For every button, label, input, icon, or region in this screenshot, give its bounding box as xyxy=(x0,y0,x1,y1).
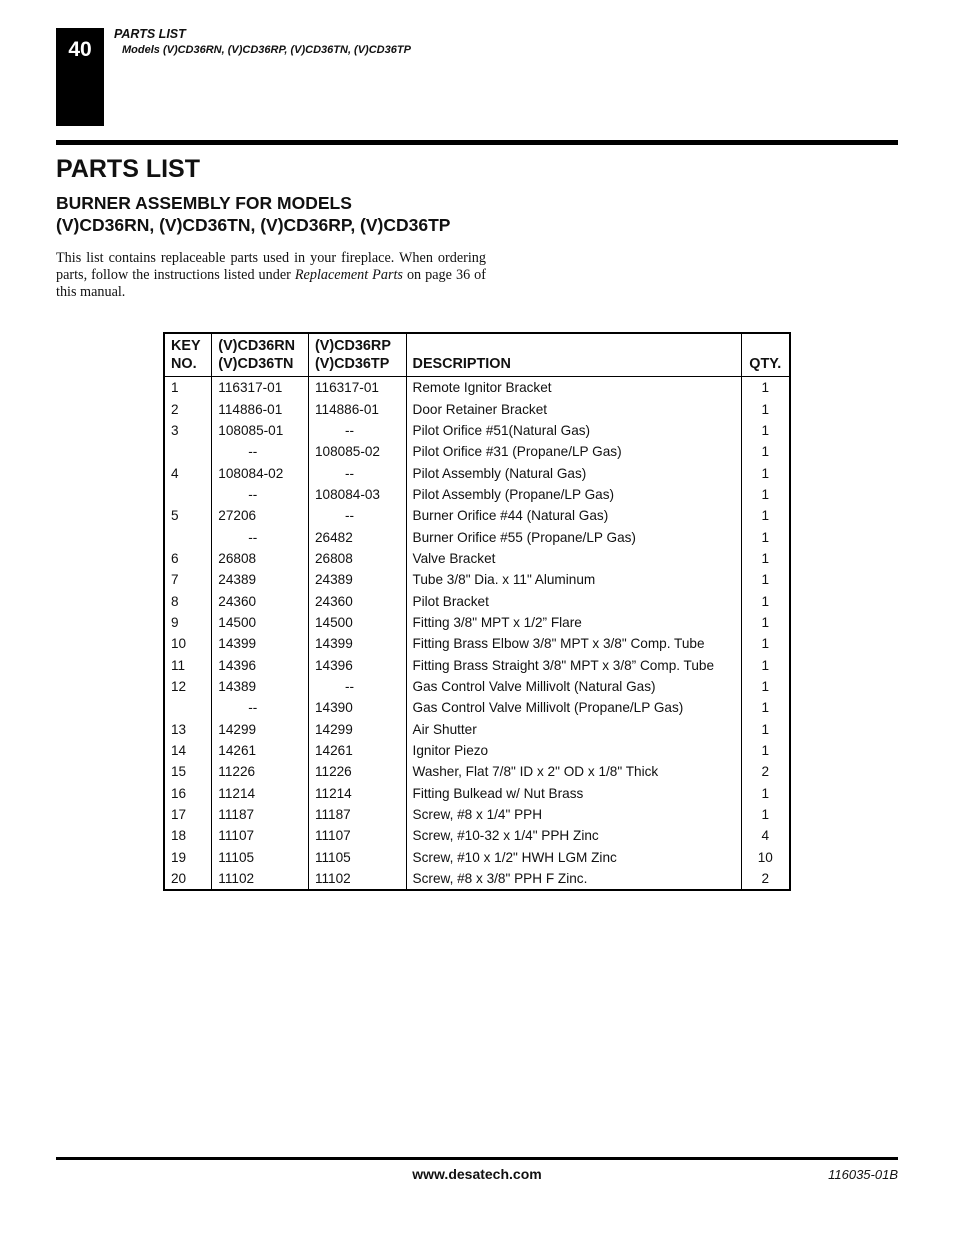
cell-key-no: 20 xyxy=(164,868,212,890)
table-row xyxy=(164,505,790,526)
header-rn-line2: (V)CD36TN xyxy=(218,356,294,372)
footer-website: www.desatech.com xyxy=(412,1166,542,1182)
cell-key-no: 1 xyxy=(164,377,212,399)
table-row xyxy=(164,398,790,419)
cell-rp-part-number: 11102 xyxy=(308,868,406,890)
table-row xyxy=(164,633,790,654)
cell-qty: 1 xyxy=(741,569,790,590)
running-header-section: PARTS LIST xyxy=(114,27,186,41)
cell-key-no: 8 xyxy=(164,590,212,611)
cell-description: Pilot Orifice #31 (Propane/LP Gas) xyxy=(406,441,741,462)
cell-qty: 2 xyxy=(741,761,790,782)
cell-key-no: 3 xyxy=(164,420,212,441)
cell-qty: 1 xyxy=(741,398,790,419)
cell-rn-part-number: 11102 xyxy=(212,868,309,890)
cell-description: Door Retainer Bracket xyxy=(406,398,741,419)
table-row xyxy=(164,719,790,740)
cell-rn-part-number: 114886-01 xyxy=(212,398,309,419)
cell-qty: 1 xyxy=(741,654,790,675)
cell-description: Fitting Bulkead w/ Nut Brass xyxy=(406,783,741,804)
cell-rp-part-number: 108085-02 xyxy=(308,441,406,462)
cell-qty: 1 xyxy=(741,697,790,718)
parts-table-header xyxy=(164,333,790,377)
cell-rp-part-number: 116317-01 xyxy=(308,377,406,399)
cell-rn-part-number: -- xyxy=(212,441,309,462)
cell-rn-part-number: -- xyxy=(212,526,309,547)
table-row xyxy=(164,441,790,462)
section-heading xyxy=(56,192,450,236)
cell-rn-part-number: 11107 xyxy=(212,825,309,846)
cell-description: Screw, #8 x 3/8" PPH F Zinc. xyxy=(406,868,741,890)
cell-qty: 1 xyxy=(741,740,790,761)
cell-rn-part-number: 24389 xyxy=(212,569,309,590)
cell-description: Valve Bracket xyxy=(406,548,741,569)
cell-description: Pilot Bracket xyxy=(406,590,741,611)
header-divider xyxy=(56,140,898,145)
cell-rn-part-number: -- xyxy=(212,484,309,505)
cell-rn-part-number: 26808 xyxy=(212,548,309,569)
cell-rp-part-number: 14261 xyxy=(308,740,406,761)
cell-qty: 4 xyxy=(741,825,790,846)
cell-description: Fitting 3/8" MPT x 1/2” Flare xyxy=(406,612,741,633)
cell-key-no: 2 xyxy=(164,398,212,419)
cell-rn-part-number: 14389 xyxy=(212,676,309,697)
cell-rp-part-number: 108084-03 xyxy=(308,484,406,505)
cell-rp-part-number: 26808 xyxy=(308,548,406,569)
cell-description: Gas Control Valve Millivolt (Natural Gas) xyxy=(406,676,741,697)
header-key-no xyxy=(164,333,212,377)
footer-divider xyxy=(56,1157,898,1160)
table-row xyxy=(164,697,790,718)
cell-description: Air Shutter xyxy=(406,719,741,740)
cell-key-no: 14 xyxy=(164,740,212,761)
cell-description: Pilot Orifice #51(Natural Gas) xyxy=(406,420,741,441)
intro-text: This list contains replaceable parts used in your fireplace. When ordering parts, follow the instructions listed under xyxy=(56,250,486,283)
cell-rp-part-number: 26482 xyxy=(308,526,406,547)
table-row xyxy=(164,847,790,868)
cell-description: Gas Control Valve Millivolt (Propane/LP Gas) xyxy=(406,697,741,718)
cell-key-no: 18 xyxy=(164,825,212,846)
cell-rp-part-number: -- xyxy=(308,505,406,526)
header-rp-tp xyxy=(308,333,406,377)
table-row xyxy=(164,783,790,804)
cell-qty: 1 xyxy=(741,484,790,505)
cell-key-no: 5 xyxy=(164,505,212,526)
cell-rn-part-number: 11187 xyxy=(212,804,309,825)
cell-rn-part-number: 14299 xyxy=(212,719,309,740)
cell-rn-part-number: 11105 xyxy=(212,847,309,868)
cell-key-no: 17 xyxy=(164,804,212,825)
cell-qty: 1 xyxy=(741,783,790,804)
cell-rp-part-number: 14390 xyxy=(308,697,406,718)
cell-qty: 2 xyxy=(741,868,790,890)
cell-key-no: 7 xyxy=(164,569,212,590)
cell-rn-part-number: 116317-01 xyxy=(212,377,309,399)
parts-table xyxy=(163,332,791,891)
cell-key-no xyxy=(164,441,212,462)
cell-qty: 1 xyxy=(741,462,790,483)
section-heading-line2: (V)CD36RN, (V)CD36TN, (V)CD36RP, (V)CD36TP xyxy=(56,215,451,235)
cell-description: Fitting Brass Straight 3/8" MPT x 3/8” Comp. Tube xyxy=(406,654,741,675)
cell-key-no: 6 xyxy=(164,548,212,569)
table-row xyxy=(164,377,790,399)
cell-description: Ignitor Piezo xyxy=(406,740,741,761)
table-row xyxy=(164,761,790,782)
cell-qty: 1 xyxy=(741,676,790,697)
cell-qty: 1 xyxy=(741,612,790,633)
cell-rn-part-number: 11214 xyxy=(212,783,309,804)
table-row xyxy=(164,804,790,825)
cell-rp-part-number: 11107 xyxy=(308,825,406,846)
table-row xyxy=(164,868,790,890)
cell-qty: 1 xyxy=(741,505,790,526)
cell-rn-part-number: 11226 xyxy=(212,761,309,782)
cell-key-no: 9 xyxy=(164,612,212,633)
table-row xyxy=(164,654,790,675)
page-title: PARTS LIST xyxy=(56,155,200,183)
cell-rn-part-number: 14399 xyxy=(212,633,309,654)
cell-rp-part-number: 14500 xyxy=(308,612,406,633)
cell-key-no: 10 xyxy=(164,633,212,654)
cell-rp-part-number: 24360 xyxy=(308,590,406,611)
cell-description: Fitting Brass Elbow 3/8" MPT x 3/8" Comp. Tube xyxy=(406,633,741,654)
cell-key-no xyxy=(164,484,212,505)
cell-rp-part-number: 24389 xyxy=(308,569,406,590)
section-heading-line1: BURNER ASSEMBLY FOR MODELS xyxy=(56,193,352,213)
cell-rp-part-number: 14299 xyxy=(308,719,406,740)
header-rn-line1: (V)CD36RN xyxy=(218,338,296,354)
table-row xyxy=(164,420,790,441)
header-description: DESCRIPTION xyxy=(406,333,741,377)
cell-rn-part-number: 27206 xyxy=(212,505,309,526)
cell-rn-part-number: 14396 xyxy=(212,654,309,675)
cell-qty: 1 xyxy=(741,441,790,462)
intro-paragraph xyxy=(56,250,486,301)
cell-description: Screw, #10-32 x 1/4" PPH Zinc xyxy=(406,825,741,846)
cell-rp-part-number: 11214 xyxy=(308,783,406,804)
cell-rn-part-number: 108085-01 xyxy=(212,420,309,441)
cell-description: Burner Orifice #55 (Propane/LP Gas) xyxy=(406,526,741,547)
cell-key-no: 16 xyxy=(164,783,212,804)
cell-qty: 1 xyxy=(741,633,790,654)
cell-qty: 1 xyxy=(741,804,790,825)
cell-description: Screw, #8 x 1/4" PPH xyxy=(406,804,741,825)
intro-text-end: on page 36 of this manual. xyxy=(56,267,487,300)
cell-description: Washer, Flat 7/8" ID x 2" OD x 1/8" Thick xyxy=(406,761,741,782)
table-row xyxy=(164,590,790,611)
cell-rp-part-number: 14396 xyxy=(308,654,406,675)
parts-table-body xyxy=(164,377,790,891)
footer-doc-number: 116035-01B xyxy=(828,1167,898,1182)
cell-key-no: 15 xyxy=(164,761,212,782)
cell-rp-part-number: 11105 xyxy=(308,847,406,868)
cell-key-no: 19 xyxy=(164,847,212,868)
cell-qty: 1 xyxy=(741,719,790,740)
cell-rn-part-number: -- xyxy=(212,697,309,718)
table-row xyxy=(164,676,790,697)
cell-rp-part-number: -- xyxy=(308,420,406,441)
table-row xyxy=(164,484,790,505)
header-rn-tn xyxy=(212,333,309,377)
cell-rp-part-number: 11187 xyxy=(308,804,406,825)
table-row xyxy=(164,740,790,761)
header-rp-line1: (V)CD36RP xyxy=(314,338,391,354)
cell-rp-part-number: 114886-01 xyxy=(308,398,406,419)
cell-description: Burner Orifice #44 (Natural Gas) xyxy=(406,505,741,526)
intro-reference: Replacement Parts xyxy=(294,267,403,283)
header-key-line2: NO. xyxy=(171,356,197,372)
cell-qty: 1 xyxy=(741,377,790,399)
cell-key-no: 4 xyxy=(164,462,212,483)
cell-description: Screw, #10 x 1/2" HWH LGM Zinc xyxy=(406,847,741,868)
cell-qty: 1 xyxy=(741,526,790,547)
cell-rp-part-number: 11226 xyxy=(308,761,406,782)
cell-key-no: 13 xyxy=(164,719,212,740)
cell-qty: 10 xyxy=(741,847,790,868)
cell-qty: 1 xyxy=(741,548,790,569)
table-row xyxy=(164,825,790,846)
cell-description: Pilot Assembly (Propane/LP Gas) xyxy=(406,484,741,505)
cell-description: Pilot Assembly (Natural Gas) xyxy=(406,462,741,483)
header-key-line1: KEY xyxy=(171,338,201,354)
cell-rn-part-number: 24360 xyxy=(212,590,309,611)
page-number: 40 xyxy=(68,38,92,61)
cell-key-no xyxy=(164,526,212,547)
header-qty: QTY. xyxy=(741,333,790,377)
cell-description: Remote Ignitor Bracket xyxy=(406,377,741,399)
cell-key-no xyxy=(164,697,212,718)
cell-key-no: 12 xyxy=(164,676,212,697)
cell-rn-part-number: 108084-02 xyxy=(212,462,309,483)
running-header-models: Models (V)CD36RN, (V)CD36RP, (V)CD36TN, (V)CD36TP xyxy=(122,44,411,56)
header-rp-line2: (V)CD36TP xyxy=(314,356,390,372)
cell-description: Tube 3/8" Dia. x 11" Aluminum xyxy=(406,569,741,590)
cell-rp-part-number: -- xyxy=(308,462,406,483)
cell-key-no: 11 xyxy=(164,654,212,675)
table-row xyxy=(164,548,790,569)
cell-qty: 1 xyxy=(741,590,790,611)
cell-qty: 1 xyxy=(741,420,790,441)
table-row xyxy=(164,612,790,633)
cell-rp-part-number: -- xyxy=(308,676,406,697)
table-row xyxy=(164,526,790,547)
table-row xyxy=(164,462,790,483)
cell-rp-part-number: 14399 xyxy=(308,633,406,654)
table-row xyxy=(164,569,790,590)
cell-rn-part-number: 14261 xyxy=(212,740,309,761)
cell-rn-part-number: 14500 xyxy=(212,612,309,633)
